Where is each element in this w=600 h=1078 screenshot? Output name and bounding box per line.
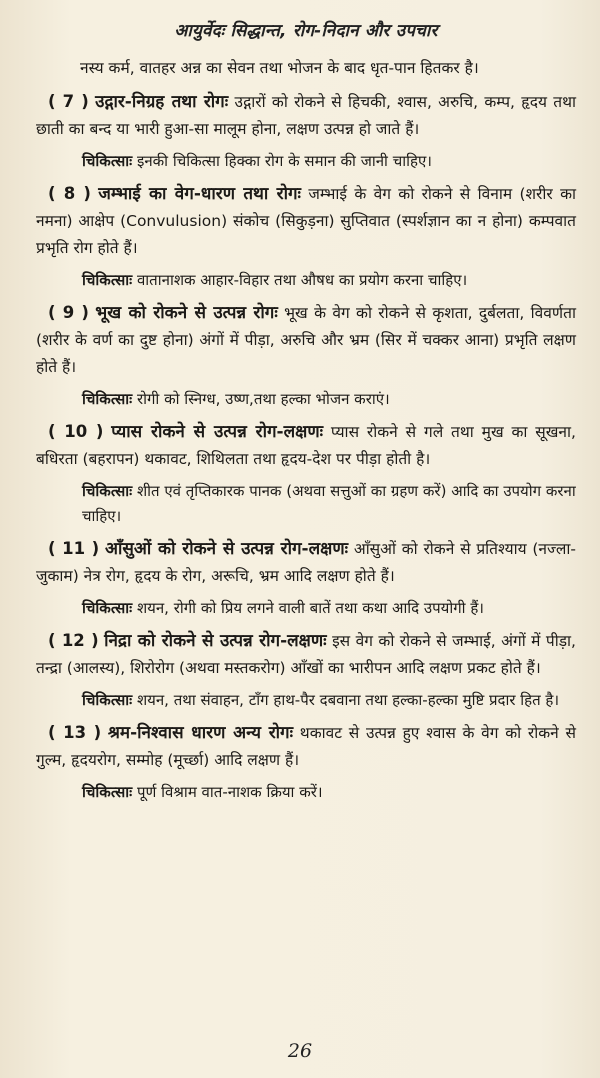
treatment-text: शीत एवं तृप्तिकारक पानक (अथवा सत्तुओं का ग्रहण करें) आदि का उपयोग करना चाहिए। [82, 482, 576, 525]
treatment-text: इनकी चिकित्सा हिक्का रोग के समान की जानी चाहिए। [136, 152, 432, 170]
treatment-line [82, 387, 576, 412]
treatment-label: चिकित्साः [82, 599, 133, 617]
section-body: भूख के वेग को रोकने से कृशता, दुर्बलता, विवर्णता (शरीर के वर्ण का दुष्ट होना) अंगों में पीड़ा, अरुचि और भ्रम (सिर में चक्कर आना) प्रभृति लक्षण होते हैं। [36, 304, 576, 376]
section-8 [36, 180, 576, 293]
section-body: प्यास रोकने से गले तथा मुख का सूखना, बधिरता (बहरापन) थकावट, शिथिलता तथा हृदय-देश पर पीड़ा होती है। [36, 423, 576, 468]
section-title: निद्रा को रोकने से उत्पन्न रोग-लक्षणः [104, 631, 327, 651]
treatment-label: चिकित्साः [82, 691, 133, 709]
treatment-label: चिकित्साः [82, 271, 133, 289]
section-number: ( 9 ) [48, 303, 89, 322]
section-title: श्रम-निश्वास धारण अन्य रोगः [107, 723, 294, 743]
section-title: आँसुओं को रोकने से उत्पन्न रोग-लक्षणः [105, 539, 349, 559]
treatment-label: चिकित्साः [82, 152, 133, 170]
treatment-label: चिकित्साः [82, 482, 133, 500]
treatment-text: रोगी को स्निग्ध, उष्ण,तथा हल्का भोजन कराएं। [136, 390, 390, 408]
section-title: भूख को रोकने से उत्पन्न रोगः [95, 303, 278, 323]
section-number: ( 11 ) [48, 539, 100, 558]
section-10 [36, 418, 576, 529]
section-12 [36, 627, 576, 713]
sections-container [36, 88, 576, 805]
section-11 [36, 535, 576, 621]
treatment-text: वातानाशक आहार-विहार तथा औषध का प्रयोग करना चाहिए। [136, 271, 468, 289]
treatment-line [82, 596, 576, 621]
treatment-text: शयन, तथा संवाहन, टाँग हाथ-पैर दबवाना तथा हल्का-हल्का मुष्टि प्रदार हित है। [136, 691, 560, 709]
section-body: उद्गारों को रोकने से हिचकी, श्वास, अरुचि, कम्प, हृदय तथा छाती का बन्द या भारी हुआ-सा मालूम होना, लक्षण उत्पन्न हो जाते हैं। [36, 93, 576, 138]
section-body: आँसुओं को रोकने से प्रतिश्याय (नज्ला-जुकाम) नेत्र रोग, हृदय के रोग, अरूचि, भ्रम आदि लक्षण होते हैं। [36, 540, 576, 585]
treatment-text: शयन, रोगी को प्रिय लगने वाली बातें तथा कथा आदि उपयोगी हैं। [136, 599, 484, 617]
section-number: ( 13 ) [48, 723, 102, 742]
section-title: प्यास रोकने से उत्पन्न रोग-लक्षणः [111, 422, 324, 442]
section-number: ( 8 ) [48, 184, 91, 203]
running-header: आयुर्वेदः सिद्धान्त, रोग-निदान और उपचार [174, 21, 438, 41]
page-number: 26 [287, 1040, 313, 1062]
section-9 [36, 299, 576, 412]
section-number: ( 10 ) [48, 422, 104, 441]
section-number: ( 12 ) [48, 631, 99, 650]
section-body: थकावट से उत्पन्न हुए श्वास के वेग को रोकने से गुल्म, हृदयरोग, सम्मोह (मूर्च्छा) आदि लक्षण हैं। [36, 724, 576, 769]
intro-paragraph: नस्य कर्म, वातहर अन्न का सेवन तथा भोजन के बाद धृत-पान हितकर है। [80, 59, 479, 77]
treatment-line [82, 479, 576, 529]
section-7 [36, 88, 576, 174]
section-title: जम्भाई का वेग-धारण तथा रोगः [98, 184, 301, 204]
section-body: जम्भाई के वेग को रोकने से विनाम (शरीर का नमना) आक्षेप (Convulusion) संकोच (सिकुड़ना) सुप्तिवात (स्पर्शज्ञान का न होना) कम्पवात प्रभृति रोग होते हैं। [36, 185, 577, 257]
section-title: उद्गार-निग्रह तथा रोगः [95, 92, 229, 112]
section-13 [36, 719, 576, 805]
section-body: इस वेग को रोकने से जम्भाई, अंगों में पीड़ा, तन्द्रा (आलस्य), शिरोरोग (अथवा मस्तकरोग) आँखों का भारीपन आदि लक्षण प्रकट होते हैं। [36, 632, 576, 677]
treatment-line [82, 268, 576, 293]
treatment-text: पूर्ण विश्राम वात-नाशक क्रिया करें। [136, 783, 323, 801]
treatment-line [82, 688, 576, 713]
section-number: ( 7 ) [48, 92, 89, 111]
treatment-label: चिकित्साः [82, 390, 133, 408]
treatment-line [82, 149, 576, 174]
treatment-label: चिकित्साः [82, 783, 133, 801]
treatment-line [82, 780, 576, 805]
